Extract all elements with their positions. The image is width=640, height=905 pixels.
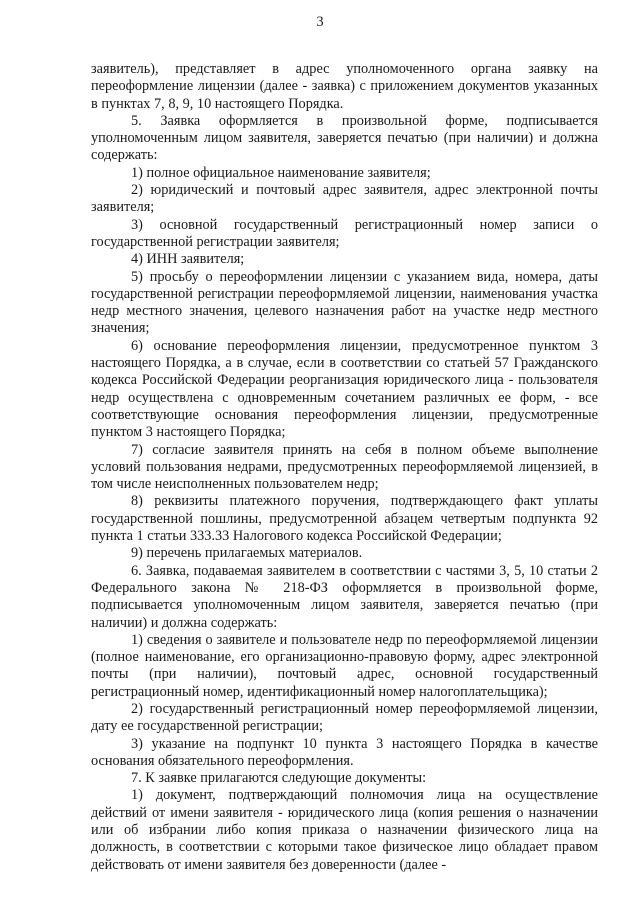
paragraph-subitem-5-8: 8) реквизиты платежного поручения, подтверждающего факт уплаты государственной пошлины, предусмотренной абзацем четвертым подпункта 92 пункта 1 статьи 333.33 Налогового кодекса Российской Федерации; (91, 493, 598, 545)
paragraph-subitem-5-9: 9) перечень прилагаемых материалов. (131, 545, 363, 562)
paragraph-item-6: 6. Заявка, подаваемая заявителем в соответствии с частями 3, 5, 10 статьи 2 Федерального закона № 218-ФЗ оформляется в произвольной форме, подписывается уполномоченным лицом заявителя, заверяется печатью (при наличии) и должна содержать: (91, 562, 598, 631)
paragraph-subitem-5-2: 2) юридический и почтовый адрес заявителя, адрес электронной почты заявителя; (91, 182, 598, 216)
page-number: 3 (316, 14, 324, 30)
paragraph-item-7: 7. К заявке прилагаются следующие документы: (131, 770, 427, 787)
paragraph-subitem-5-5: 5) просьбу о переоформлении лицензии с указанием вида, номера, даты государственной регистрации переоформляемой лицензии, наименования участка недр местного значения, целевого назначения работ на участке недр местного значения; (91, 268, 598, 337)
paragraph-subitem-5-1: 1) полное официальное наименование заявителя; (131, 164, 431, 181)
paragraph-item-5: 5. Заявка оформляется в произвольной форме, подписывается уполномоченным лицом заявителя, заверяется печатью (при наличии) и должна содержать: (91, 112, 598, 164)
paragraph-subitem-6-2: 2) государственный регистрационный номер переоформляемой лицензии, дату ее государственной регистрации; (91, 700, 598, 735)
paragraph-subitem-6-1: 1) сведения о заявителе и пользователе недр по переоформляемой лицензии (полное наименование, его организационно-правовую форму, адрес электронной почты (при наличии), почтовый адрес, основной государственный регистрационный номер, идентификационный номер налогоплательщика); (91, 631, 598, 700)
paragraph-subitem-7-1: 1) документ, подтверждающий полномочия лица на осуществление действий от имени заявителя - юридического лица (копия решения о назначении или об избрании либо копия приказа о назначении физического лица на должность, в соответствии с которыми такое физическое лицо обладает правом действовать от имени заявителя без доверенности (далее - (91, 787, 598, 873)
document-body (91, 61, 598, 874)
paragraph-subitem-5-4: 4) ИНН заявителя; (131, 251, 245, 268)
paragraph-continuation: заявитель), представляет в адрес уполномоченного органа заявку на переоформление лицензии (далее - заявка) с приложением документов указанных в пунктах 7, 8, 9, 10 настоящего Порядка. (91, 61, 598, 112)
paragraph-subitem-5-3: 3) основной государственный регистрационный номер записи о государственной регистрации заявителя; (91, 216, 598, 250)
paragraph-subitem-6-3: 3) указание на подпункт 10 пункта 3 настоящего Порядка в качестве основания обязательного переоформления. (91, 735, 598, 769)
paragraph-subitem-5-6: 6) основание переоформления лицензии, предусмотренное пунктом 3 настоящего Порядка, а в случае, если в соответствии со статьей 57 Гражданского кодекса Российской Федерации реорганизация юридического лица - пользователя недр осуществлена с одновременным сочетанием различных ее форм, - все соответствующие основания переоформления лицензии, предусмотренные пунктом 3 настоящего Порядка; (91, 337, 598, 441)
paragraph-subitem-5-7: 7) согласие заявителя принять на себя в полном объеме выполнение условий пользования недрами, предусмотренных переоформляемой лицензией, в том числе неисполненных пользователем недр; (91, 441, 598, 493)
